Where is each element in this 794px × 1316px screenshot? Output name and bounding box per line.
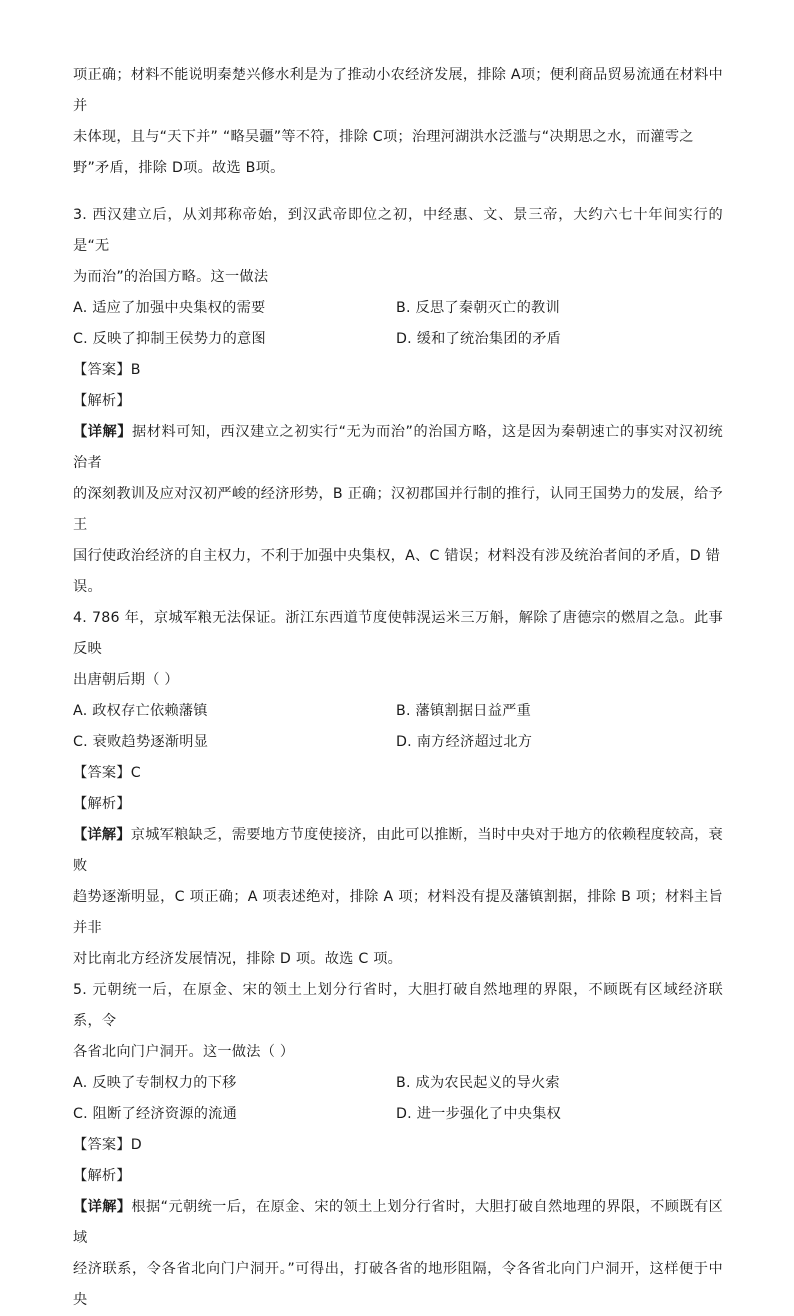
options-grid xyxy=(73,696,723,758)
option-c: C. 反映了抑制王侯势力的意图 xyxy=(73,331,266,347)
detail-line: 经济联系，令各省北向门户洞开。”可得出，打破各省的地形阻隔，令各省北向门户洞开，这样便于中央 xyxy=(73,1261,723,1308)
intro-line-2: 未体现，且与“天下并” “略吴疆”等不符，排除 C项；治理河湖洪水泛滥与“决期思之水，而灌雩之 xyxy=(73,129,694,145)
detail-text: 根据“元朝统一后，在原金、宋的领土上划分行省时，大胆打破自然地理的界限，不顾既有区域 xyxy=(73,1199,723,1246)
question-5 xyxy=(73,975,723,1316)
option-d: D. 缓和了统治集团的矛盾 xyxy=(396,331,562,347)
analysis-heading: 【解析】 xyxy=(73,1168,131,1184)
detail-text: 据材料可知，西汉建立之初实行“无为而治”的治国方略，这是因为秦朝速亡的事实对汉初统治者 xyxy=(73,424,723,471)
option-a: A. 适应了加强中央集权的需要 xyxy=(73,300,266,316)
question-stem-line: 5. 元朝统一后，在原金、宋的领土上划分行省时，大胆打破自然地理的界限，不顾既有区域经济联系，令 xyxy=(73,982,723,1029)
intro-line-3: 野”矛盾，排除 D项。故选 B项。 xyxy=(73,160,285,176)
analysis-heading: 【解析】 xyxy=(73,393,131,409)
detail-line: 的深刻教训及应对汉初严峻的经济形势，B 正确；汉初郡国并行制的推行，认同王国势力的发展，给予王 xyxy=(73,486,723,533)
question-3 xyxy=(73,200,723,603)
question-stem-line: 出唐朝后期（ ） xyxy=(73,672,179,688)
option-b: B. 藩镇割据日益严重 xyxy=(396,703,532,719)
options-grid xyxy=(73,293,723,355)
detail-line xyxy=(73,417,723,479)
option-a: A. 政权存亡依赖藩镇 xyxy=(73,703,208,719)
question-stem-line: 各省北向门户洞开。这一做法（ ） xyxy=(73,1044,295,1060)
option-b: B. 反思了秦朝灭亡的教训 xyxy=(396,300,560,316)
option-d: D. 进一步强化了中央集权 xyxy=(396,1106,562,1122)
document-page xyxy=(73,60,723,1316)
spacer xyxy=(73,184,723,200)
detail-line: 国行使政治经济的自主权力，不利于加强中央集权，A、C 错误；材料没有涉及统治者间的矛盾，D 错 xyxy=(73,548,721,564)
answer-line: 【答案】B xyxy=(73,362,141,378)
question-stem-line: 3. 西汉建立后，从刘邦称帝始，到汉武帝即位之初，中经惠、文、景三帝，大约六七十年间实行的是“无 xyxy=(73,207,723,254)
option-d: D. 南方经济超过北方 xyxy=(396,734,533,750)
options-grid xyxy=(73,1068,723,1130)
detail-label: 【详解】 xyxy=(73,1199,132,1215)
intro-line-1: 项正确；材料不能说明秦楚兴修水利是为了推动小农经济发展，排除 A项；便利商品贸易流通在材料中并 xyxy=(73,67,723,114)
detail-text: 京城军粮缺乏，需要地方节度使接济，由此可以推断，当时中央对于地方的依赖程度较高，衰败 xyxy=(73,827,723,874)
option-c: C. 阻断了经济资源的流通 xyxy=(73,1106,238,1122)
analysis-heading: 【解析】 xyxy=(73,796,131,812)
question-4 xyxy=(73,603,723,975)
detail-line: 误。 xyxy=(73,579,102,595)
detail-line: 对比南北方经济发展情况，排除 D 项。故选 C 项。 xyxy=(73,951,403,967)
answer-line: 【答案】C xyxy=(73,765,141,781)
detail-label: 【详解】 xyxy=(73,827,131,843)
option-b: B. 成为农民起义的导火索 xyxy=(396,1075,560,1091)
detail-line: 趋势逐渐明显，C 项正确；A 项表述绝对，排除 A 项；材料没有提及藩镇割据，排除 B 项；材料主旨并非 xyxy=(73,889,723,936)
detail-label: 【详解】 xyxy=(73,424,133,440)
answer-line: 【答案】D xyxy=(73,1137,142,1153)
question-stem-line: 为而治”的治国方略。这一做法 xyxy=(73,269,269,285)
option-c: C. 衰败趋势逐渐明显 xyxy=(73,734,209,750)
detail-line xyxy=(73,1192,723,1254)
detail-line xyxy=(73,820,723,882)
option-a: A. 反映了专制权力的下移 xyxy=(73,1075,237,1091)
question-stem-line: 4. 786 年，京城军粮无法保证。浙江东西道节度使韩滉运米三万斛，解除了唐德宗的燃眉之急。此事反映 xyxy=(73,610,723,657)
